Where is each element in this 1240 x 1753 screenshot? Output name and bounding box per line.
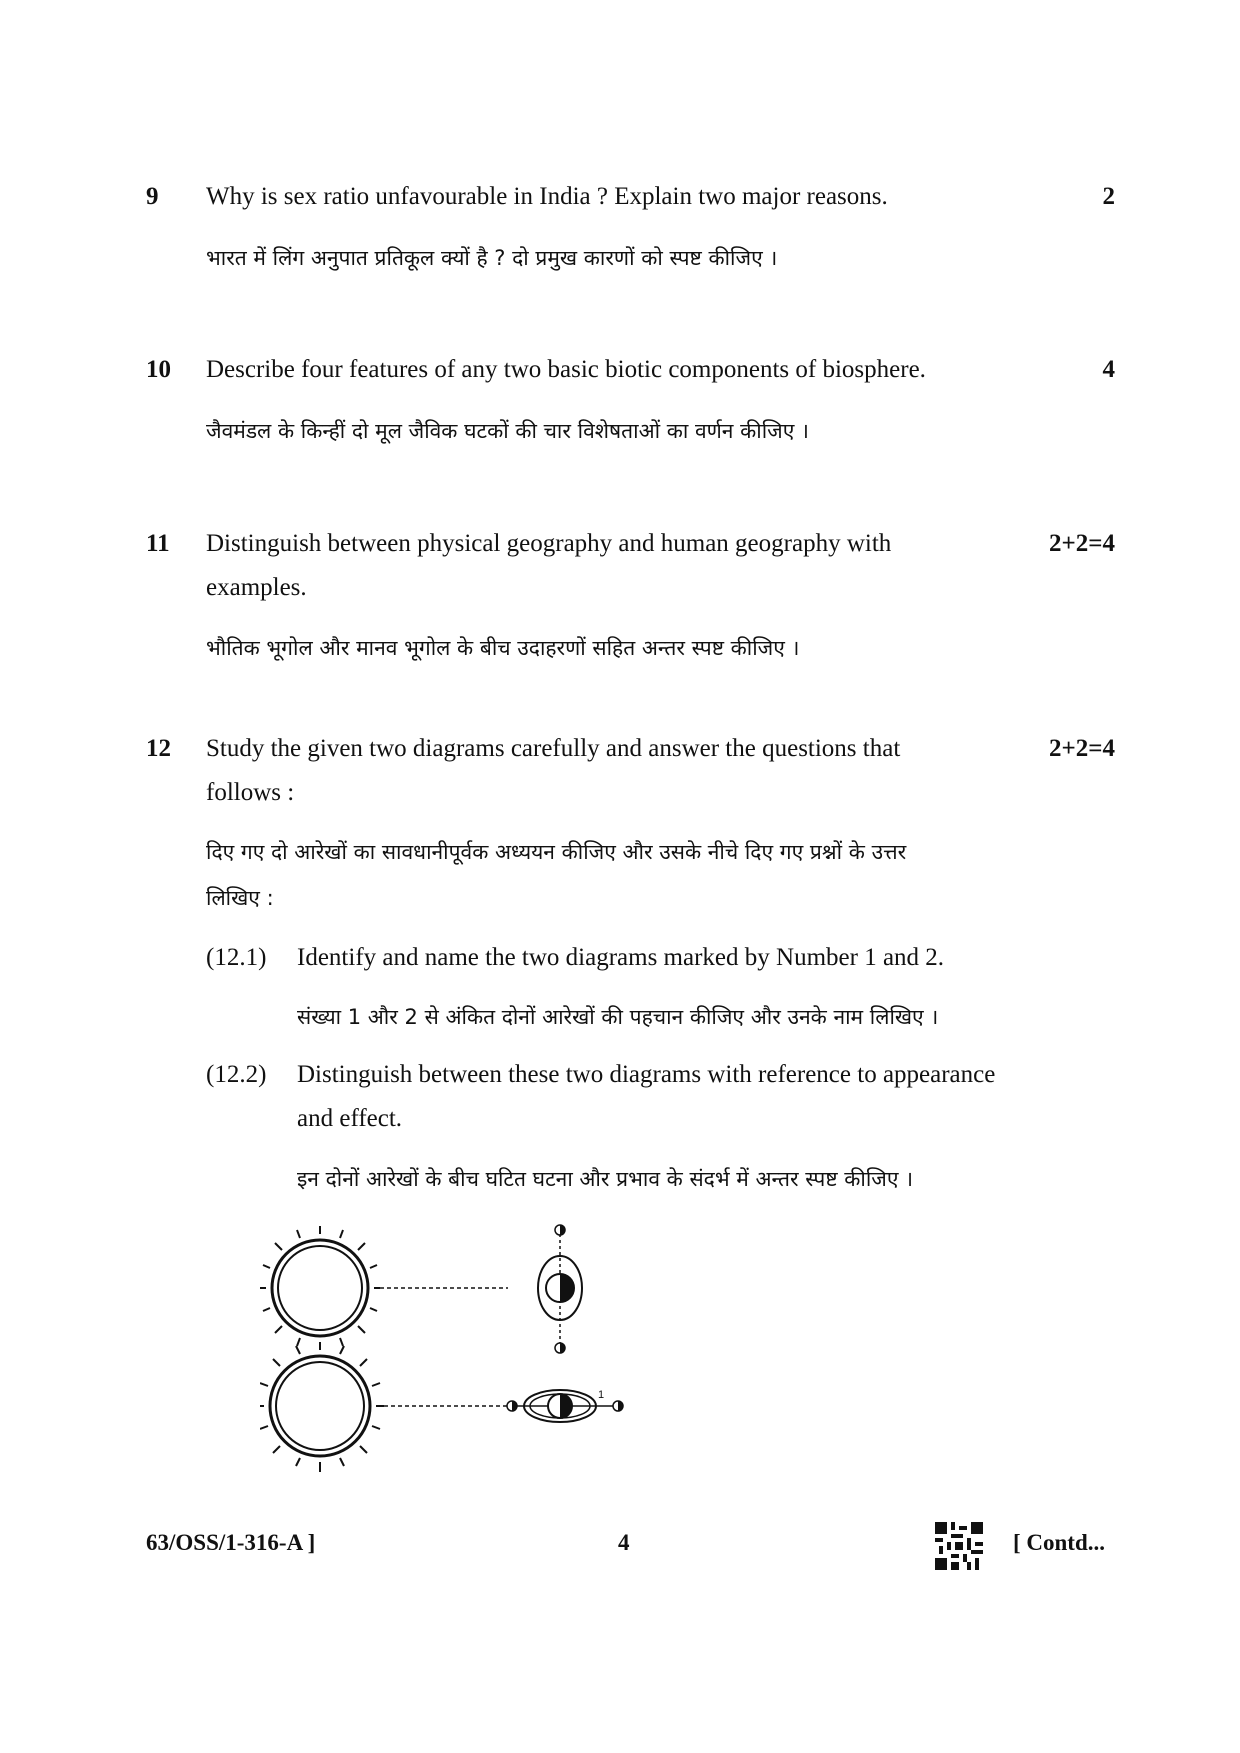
question-text-english: Distinguish between physical geography and human geography with: [206, 530, 892, 557]
paper-code: 63/OSS/1-316-A ]: [146, 1530, 316, 1555]
question-text-english: Describe four features of any two basic biotic components of biosphere.: [206, 356, 926, 383]
subquestion-text-english: Distinguish between these two diagrams with reference to appearance: [297, 1061, 996, 1088]
subquestion-number: (12.1): [206, 944, 267, 971]
question-text-hindi: जैवमंडल के किन्हीं दो मूल जैविक घटकों की चार विशेषताओं का वर्णन कीजिए ।: [206, 419, 809, 443]
page-number: 4: [618, 1530, 630, 1555]
question-text-hindi: भारत में लिंग अनुपात प्रतिकूल क्यों है ? दो प्रमुख कारणों को स्पष्ट कीजिए ।: [206, 246, 778, 270]
question-text-english: Study the given two diagrams carefully and answer the questions that: [206, 735, 901, 762]
question-number: 12: [146, 735, 171, 762]
question-marks: 4: [1102, 356, 1115, 383]
question-number: 11: [146, 530, 170, 557]
question-number: 9: [146, 183, 159, 210]
sun-icon-bottom: [260, 1342, 384, 1472]
subquestion-number: (12.2): [206, 1061, 267, 1088]
question-text-english-continued: follows :: [206, 779, 295, 806]
subquestion-text-hindi: संख्या 1 और 2 से अंकित दोनों आरेखों की पहचान कीजिए और उनके नाम लिखिए ।: [297, 1005, 939, 1029]
question-number: 10: [146, 356, 171, 383]
question-marks: 2+2=4: [1049, 530, 1115, 557]
subquestion-text-english: Identify and name the two diagrams marked by Number 1 and 2.: [297, 944, 945, 971]
question-text-english-continued: examples.: [206, 574, 307, 601]
question-text-english: Why is sex ratio unfavourable in India ? Explain two major reasons.: [206, 183, 888, 210]
qr-code-icon: [935, 1522, 983, 1570]
sun-icon-top: [260, 1226, 380, 1350]
continued-label: [ Contd...: [1013, 1530, 1106, 1555]
sun-earth-moon-diagram: [260, 1220, 640, 1480]
subquestion-text-english-continued: and effect.: [297, 1105, 403, 1132]
question-marks: 2: [1102, 183, 1115, 210]
diagram-label-1: 1: [598, 1389, 605, 1401]
question-text-hindi-continued: लिखिए :: [206, 886, 274, 910]
subquestion-text-hindi: इन दोनों आरेखों के बीच घटित घटना और प्रभाव के संदर्भ में अन्तर स्पष्ट कीजिए ।: [297, 1167, 914, 1191]
question-marks: 2+2=4: [1049, 735, 1115, 762]
question-text-hindi: भौतिक भूगोल और मानव भूगोल के बीच उदाहरणों सहित अन्तर स्पष्ट कीजिए ।: [206, 636, 800, 660]
question-text-hindi: दिए गए दो आरेखों का सावधानीपूर्वक अध्ययन कीजिए और उसके नीचे दिए गए प्रश्नों के उत्तर: [206, 840, 907, 864]
earth-icon-top: [538, 1228, 582, 1348]
